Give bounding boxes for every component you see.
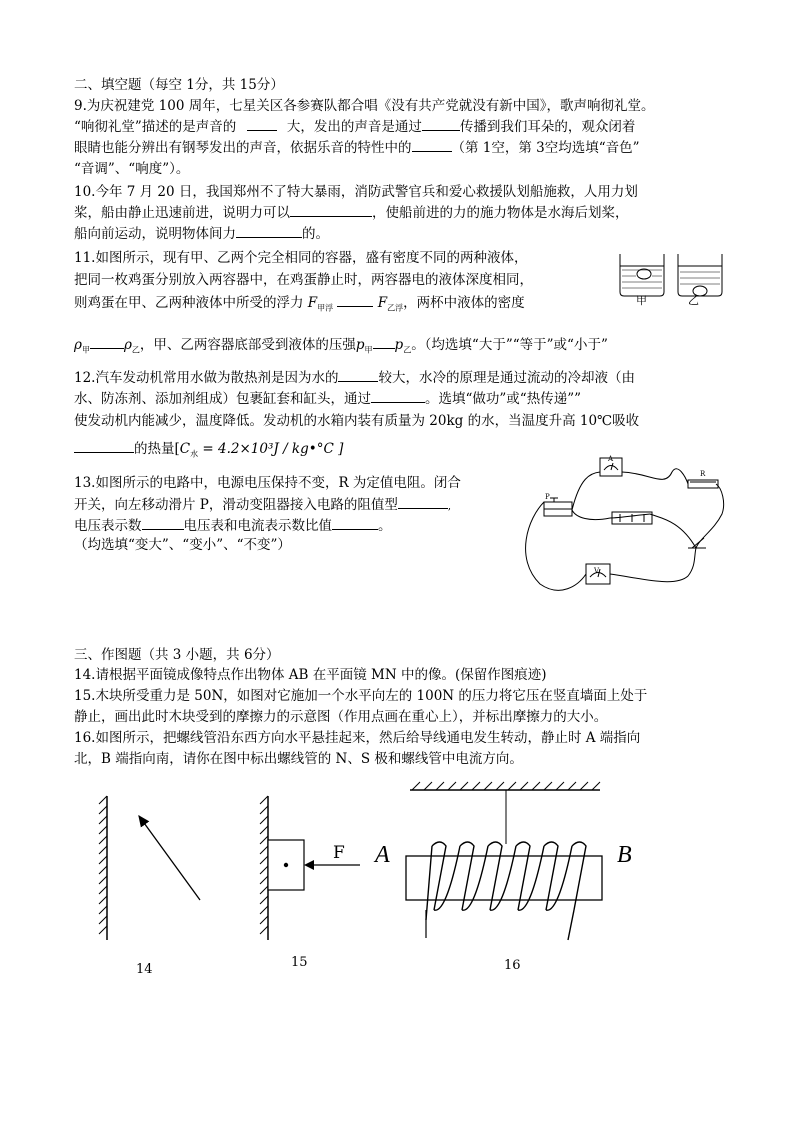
q13-blank-2[interactable]: [142, 517, 184, 530]
section3-title: 三、作图题（共 3 小题，共 6分）: [74, 647, 280, 663]
q16-line2: 北，B 端指向南，请你在图中标出螺线管的 N、S 极和螺线管中电流方向。: [74, 751, 523, 767]
q9-blank-3[interactable]: [412, 139, 452, 152]
q12-line1: 12.汽车发动机常用水做为散热剂是因为水的 较大，水冷的原理是通过流动的冷却液（由: [74, 370, 635, 386]
q9-line3: 眼睛也能分辨出有钢琴发出的声音，依据乐音的特性中的 （第 1空，第 3空均选填“音色”: [74, 140, 640, 156]
q10-line1: 10.今年 7 月 20 日，我国郑州不了特大暴雨，消防武警官兵和爱心救援队划船施救，人用力划: [74, 184, 638, 200]
q16-line1: 16.如图所示，把螺线管沿东西方向水平悬挂起来，然后给导线通电发生转动，静止时 A 端指向: [74, 730, 641, 746]
q11-line4: $\rho_甲$ $\rho_乙$，甲、乙两容器底部受到液体的压强$p_甲$ $p_乙$。（均选填“大于”“等于”或“小于”: [74, 337, 608, 355]
figure-16-caption: 16: [504, 958, 521, 973]
q11-blank-3[interactable]: [373, 336, 395, 349]
circuit-label-A: A: [608, 455, 614, 463]
figure-15-caption: 15: [291, 955, 308, 970]
q12-line4: 的热量[$C_水 = 4.2\times 10^3J$ / kg•°C ]: [74, 440, 343, 464]
q14-line: 14.请根据平面镜成像特点作出物体 AB 在平面镜 MN 中的像。(保留作图痕迹): [74, 667, 547, 683]
q10-blank-1[interactable]: [290, 204, 372, 217]
figure-16-label-B: B: [617, 842, 632, 868]
q12-line2: 水、防冻剂、添加剂组成）包裹缸套和缸头，通过 。选填“做功”或“热传递””: [74, 391, 582, 407]
q12-blank-3[interactable]: [74, 440, 134, 453]
q13-line3: 电压表示数 电压表和电流表示数比值 。: [74, 518, 392, 534]
q11-line2: 把同一枚鸡蛋分别放入两容器中，在鸡蛋静止时，两容器电的液体深度相同，: [74, 272, 533, 288]
q12-line3: 使发动机内能减少，温度降低。发动机的水箱内装有质量为 20kg 的水，当温度升高 10℃吸收: [74, 413, 640, 429]
figure-14-caption: 14: [136, 962, 153, 977]
figure-15-force-label: F: [333, 843, 345, 863]
q12-blank-2[interactable]: [371, 390, 425, 403]
q11-blank-1[interactable]: [337, 294, 373, 307]
q9-blank-1[interactable]: [247, 118, 277, 131]
q15-line1: 15.木块所受重力是 50N，如图对它施加一个水平向左的 100N 的压力将它压在竖直墙面上处于: [74, 688, 648, 704]
q9-line1: 9.为庆祝建党 100 周年，七星关区各参赛队都合唱《没有共产党就没有新中国》，歌声响彻礼堂。: [74, 98, 655, 114]
q12-blank-1[interactable]: [338, 369, 378, 382]
figure-14-mirror: [96, 790, 216, 950]
q10-line3: 船向前运动，说明物体间力 的。: [74, 226, 329, 242]
beaker-label-jia: 甲: [636, 294, 647, 307]
q15-line2: 静止，画出此时木块受到的摩擦力的示意图（作用点画在重心上），并标出摩擦力的大小。: [74, 709, 608, 725]
q13-blank-3[interactable]: [332, 517, 378, 530]
q13-line2: 开关，向左移动滑片 P，滑动变阻器接入电路的阻值型 ,: [74, 497, 452, 513]
q9-line4: “音调”、“响度”）。: [74, 161, 190, 177]
q13-line1: 13.如图所示的电路中，电源电压保持不变，R 为定值电阻。闭合: [74, 475, 461, 491]
q10-line2: 桨，船由静止迅速前进，说明力可以 ，使船前进的力的施力物体是水海后划桨，: [74, 205, 629, 221]
beaker-label-yi: 乙: [688, 294, 699, 307]
section2-title: 二、填空题（每空 1分，共 15分）: [74, 77, 284, 93]
q11-blank-2[interactable]: [90, 336, 124, 349]
q9-blank-2[interactable]: [422, 118, 460, 131]
q13-line4: （均选填“变大”、“变小”、“不变”）: [74, 537, 291, 553]
figure-16-solenoid: [400, 780, 610, 950]
beakers-figure: [614, 248, 732, 310]
q10-blank-2[interactable]: [236, 225, 302, 238]
figure-16-label-A: A: [375, 842, 390, 868]
circuit-label-R: R: [700, 470, 706, 478]
circuit-label-V: V: [594, 567, 600, 575]
q11-line1: 11.如图所示，现有甲、乙两个完全相同的容器，盛有密度不同的两种液体，: [74, 250, 528, 266]
q13-blank-1[interactable]: [398, 496, 448, 509]
figure-15-block: [258, 790, 378, 950]
q9-line2: “响彻礼堂”描述的是声音的 大，发出的声音是通过 传播到我们耳朵的，观众闭着: [74, 119, 636, 135]
q11-line3: 则鸡蛋在甲、乙两种液体中所受的浮力 $F_{甲浮}$ $F_{乙浮}$，两杯中液体的密度: [74, 295, 525, 313]
circuit-label-P: P: [545, 493, 550, 501]
